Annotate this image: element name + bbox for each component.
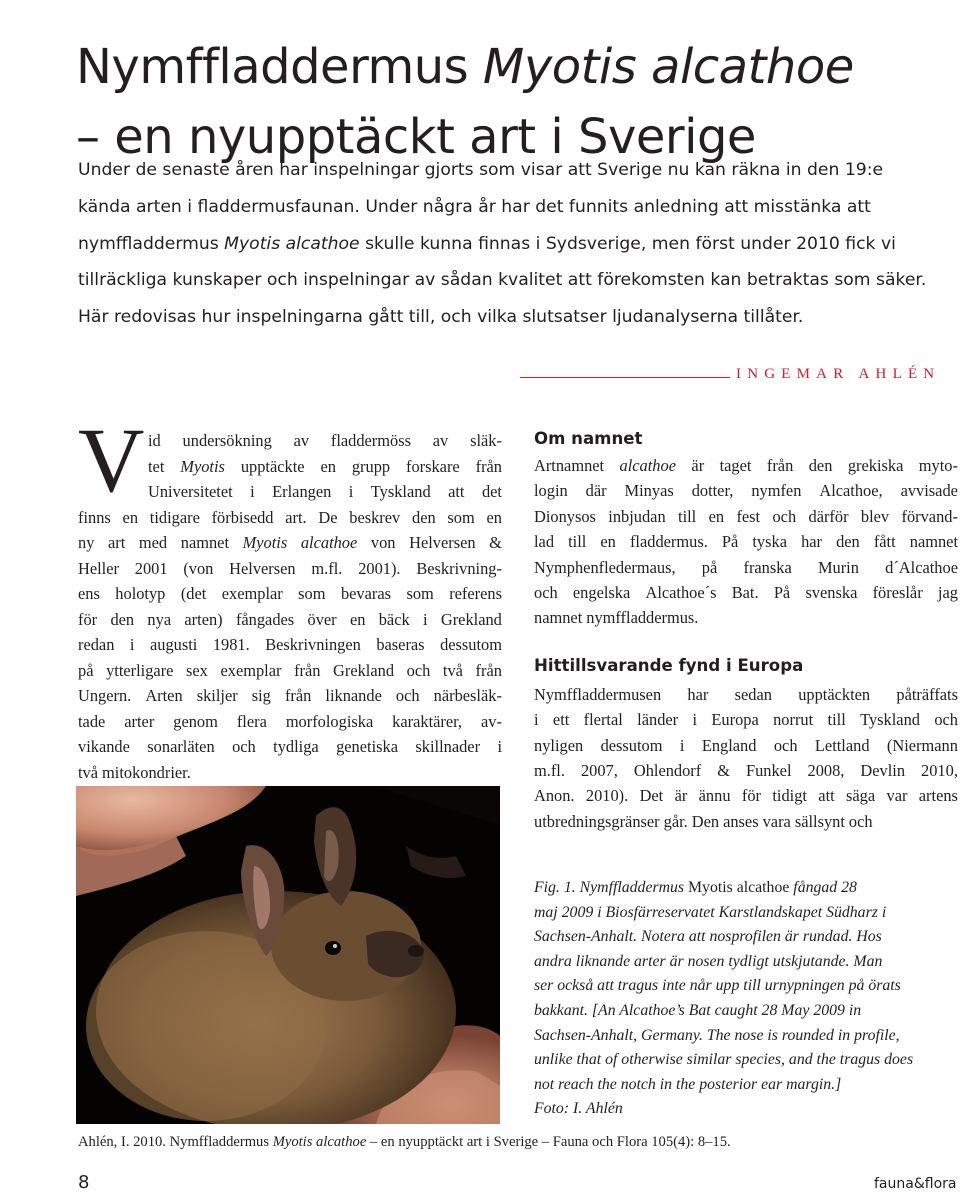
- body-text-line: id undersökning av fladdermöss av släk-: [148, 431, 502, 450]
- section-heading-name: Om namnet: [534, 429, 643, 448]
- bat-photo: [76, 786, 500, 1124]
- paragraph-europe: [534, 682, 958, 834]
- figure-caption: Fig. 1. Nymffladdermus Myotis alcathoe fångad 28 maj 2009 i Biosfärreservatet Karstlandskapet Südharz i Sachsen-Anhalt. Notera att nosprofilen är rundad. Hos andra liknande arter är nosen tydligt utskjutande. Man ser också att tragus inte når upp till urnypningen på örats bakkant. [An Alcathoe’s Bat caught 28 May 2009 in Sachsen-Anhalt, Germany. The nose is rounded in profile, unlike that of otherwise similar species, and the tragus does not reach the notch in the posterior ear margin.] Foto: I. Ahlén: [534, 879, 914, 1118]
- body-text-line: m.fl. 2007, Ohlendorf & Funkel 2008, Devlin 2010,: [534, 761, 958, 781]
- citation: Ahlén, I. 2010. Nymffladdermus Myotis alcathoe – en nyupptäckt art i Sverige – Fauna och Flora 105(4): 8–15.: [78, 1134, 731, 1150]
- body-text-line: utbredningsgränser går. Den anses vara sällsynt och: [534, 811, 873, 831]
- body-text-line: redan i augusti 1981. Beskrivningen baseras dessutom: [78, 635, 502, 654]
- bat-eye: [325, 941, 341, 955]
- page-number: 8: [78, 1172, 90, 1193]
- section-heading-europe: Hittillsvarande fynd i Europa: [534, 655, 804, 675]
- body-text-line: lad till en fladdermus. På tyska har den fått namnet: [534, 532, 958, 552]
- body-text-line: i ett flertal länder i Europa norrut till Tyskland och: [534, 710, 958, 730]
- title-line-2: – en nyupptäckt art i Sverige: [76, 109, 756, 166]
- body-text-line: tade arter genom flera morfologiska karaktärer, av-: [78, 711, 502, 731]
- body-text-line: Anon. 2010). Det är ännu för tidigt att säga var artens: [534, 786, 958, 806]
- body-text-line: login där Minyas dotter, nymfen Alcathoe, avvisade: [534, 481, 958, 501]
- body-text-line: Universitetet i Erlangen i Tyskland att det: [148, 482, 502, 501]
- paragraph-name: [534, 453, 958, 631]
- body-text-line: nyligen dessutom i England och Lettland (Niermann: [534, 735, 958, 755]
- body-text-line: Heller 2001 (von Helversen m.fl. 2001). Beskrivning-: [78, 558, 502, 578]
- author-byline: INGEMAR AHLÉN: [736, 366, 941, 382]
- body-text-line: för den nya arten) fångades över en bäck i Grekland: [78, 609, 502, 629]
- body-text-line: Nymphenfledermaus, på franska Murin d´Alcathoe: [534, 557, 958, 577]
- body-text-line: tet Myotis upptäckte en grupp forskare från: [148, 456, 502, 476]
- body-text-line: vikande sonarläten och tydliga genetiska skillnader i: [78, 737, 502, 756]
- author-divider: [520, 377, 730, 378]
- drop-cap: V: [78, 409, 145, 511]
- body-text-line: ens holotyp (det exemplar som bevaras som referens: [78, 584, 502, 603]
- title-line-1: Nymffladdermus Myotis alcathoe: [76, 39, 854, 96]
- body-text-line: två mitokondrier.: [78, 762, 191, 782]
- body-text-line: Dionysos inbjudan till en fest och därför blev förvand-: [534, 506, 958, 526]
- lead-paragraph: Under de senaste åren har inspelningar gjorts som visar att Sverige nu kan räkna in den 19:e kända arten i fladdermusfaunan. Under några år har det funnits anledning att misstänka att nymffladdermus Myotis alcathoe skulle kunna finnas i Sydsverige, men först under 2010 fick vi tillräckliga kunskaper och inspelningar av sådan kvalitet att förekomsten kan betraktas som säker. Här redovisas hur inspelningarna gått till, och vilka slutsatser ljudanalyserna tillåter.: [78, 160, 927, 328]
- body-text-line: Ungern. Arten skiljer sig från liknande och närbesläk-: [78, 686, 502, 705]
- body-column-2: [534, 428, 958, 834]
- body-text-line: och engelska Alcathoe´s Bat. På svenska föreslår jag: [534, 583, 958, 603]
- body-text-line: namnet nymffladdermus.: [534, 608, 699, 628]
- body-text-line: finns en tidigare förbisedd art. De beskrev den som en: [78, 507, 502, 527]
- journal-logo: fauna&flora: [874, 1176, 957, 1192]
- body-column-1: [78, 428, 502, 785]
- body-text-line: Artnamnet alcathoe är taget från den grekiska myto-: [534, 456, 958, 475]
- body-text-line: Nymffladdermusen har sedan upptäckten påträffats: [534, 684, 958, 704]
- body-text-line: på ytterligare sex exemplar från Grekland och två från: [78, 660, 502, 680]
- body-text-line: ny art med namnet Myotis alcathoe von Helversen &: [78, 533, 502, 552]
